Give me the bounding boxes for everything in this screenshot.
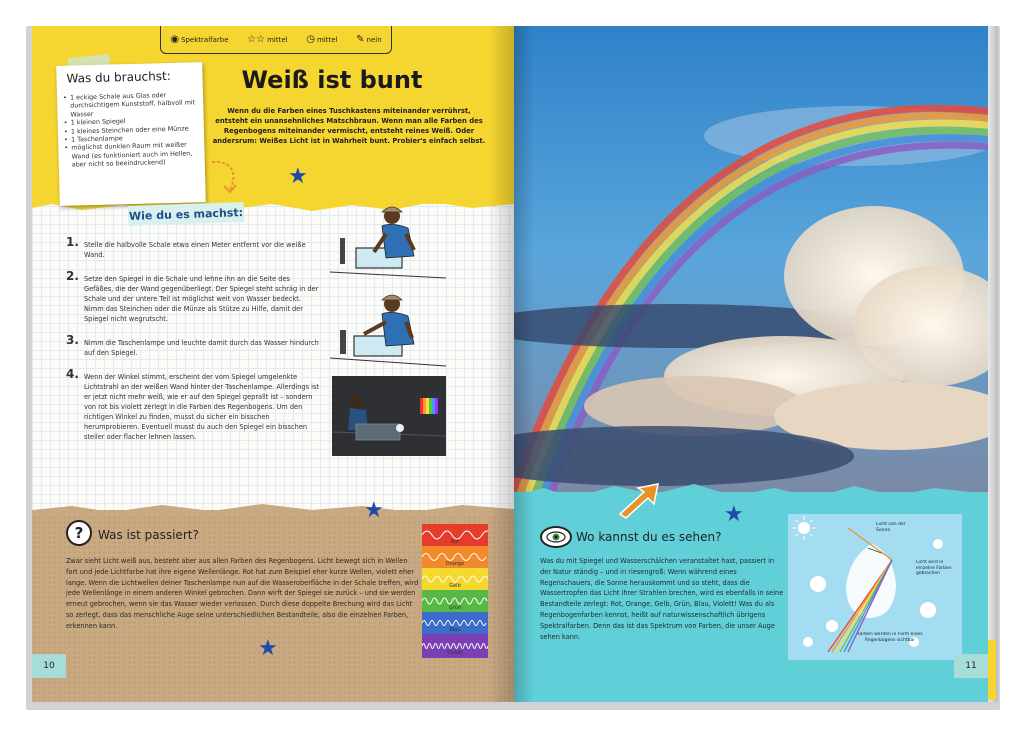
right-page <box>514 26 988 702</box>
corner-accent <box>988 640 996 700</box>
list-item: • 1 kleines Steinchen oder eine Münze <box>64 124 198 136</box>
step-4: 4. Wenn der Winkel stimmt, erscheint der vom Spiegel umgelenkte Lichtstrahl an der weißen Wand hinter der Taschenlampe. Allerdings ist er jetzt nicht mehr weiß, wie er auf den Spiegel geprallt ist – sondern von rot bis violett zerlegt in die Farben des Regenbogens. Um den richtigen Winkel zu finden, musst du sicher ein bisschen herumprobieren. Eventuell musst du auch den Spiegel ein bisschen steiler oder flacher lehnen lassen. <box>66 367 319 441</box>
step-3: 3. Nimm die Taschenlampe und leuchte damit durch das Wasser hindurch auf den Spiegel. <box>66 333 319 357</box>
star-outline-icon: ☆☆ <box>247 34 266 45</box>
rating-difficulty: ☆☆ mittel <box>247 34 288 45</box>
rating-bar <box>160 26 392 54</box>
page-number-left: 10 <box>32 654 66 678</box>
illustration-step-2 <box>330 284 446 368</box>
section-text-sehen: Was du mit Spiegel und Wasserschälchen veranstaltet hast, passiert in der Natur ständig – und in riesengroß: Wenn während eines Regenschauers, die Sonne herauskommt und so steht, dass die Wassertropfen das Licht ihrer Strahlen brechen, wird es ebenfalls in seine Bestandteile zerlegt: Rot, Orange, Gelb, Grün, Blau, Violett! Was du als Regenbogenfarben kennst, heißt auf naturwissenschaftlich übrigens Spektralfarben. Denn das ist das Spektrum von Farben, die unser Auge sehen kann. <box>540 557 784 641</box>
rating-time: ◷ mittel <box>306 34 338 45</box>
materials-list <box>63 90 199 169</box>
clock-icon: ◷ <box>306 34 315 45</box>
spectrum-label-violet: Violett <box>446 650 464 656</box>
diagram-label-split: Licht wird in einzelne Farben gebrochen <box>916 560 952 576</box>
list-item: • 1 kleinen Spiegel <box>64 115 198 127</box>
diagram-label-sun: Licht von der Sonne <box>876 522 906 533</box>
rating-type: ◉ Spektralfarbe <box>170 34 229 45</box>
section-text-passiert: Zwar sieht Licht weiß aus, besteht aber aus allen Farben des Regenbogens. Licht bewegt sich in Wellen fort und jede Lichtfarbe hat ihre eigene Wellenlänge. Rot hat zum Beispiel eher kurze Wellen, violett eher lange. Wenn die Lichtwellen deiner Taschenlampe nun auf die Wasseroberfläche in der Schale treffen, wird jede Wellenlänge in einem anderen Winkel gebrochen. Dann wirft der Spiegel sie zurück – und sie werden erneut gebrochen, wenn sie das Wasser wieder verlassen. Durch diese doppelte Brechung wird das Licht so zerlegt, dass das menschliche Auge seine unterschiedlichen Bestandteile, also die einzelnen Farben, erkennen kann. <box>66 557 419 630</box>
star-icon: ★ <box>364 498 384 523</box>
refraction-diagram <box>788 514 962 660</box>
section-title-passiert: Was ist passiert? <box>98 528 199 542</box>
step-2: 2. Setze den Spiegel in die Schale und lehne ihn an die Seite des Gefäßes, die der Wand gegenüberliegt. Der Spiegel steht schräg in der Schale und der untere Teil ist möglichst weit von Wasser bedeckt. Nimm das Steinchen oder die Münze als Stütze zu Hilfe, damit der Spiegel nicht wegrutscht. <box>66 269 319 323</box>
section-title-sehen: Wo kannst du es sehen? <box>576 530 722 544</box>
curved-arrow-icon <box>208 156 242 196</box>
eye-icon <box>540 526 572 548</box>
eye-icon: ◉ <box>170 34 180 45</box>
spectrum-waves-graphic <box>422 524 488 658</box>
gutter-shadow-right <box>514 26 534 702</box>
star-icon: ★ <box>724 502 744 527</box>
mess-icon: ✎ <box>356 34 365 45</box>
question-icon: ? <box>66 520 92 546</box>
intro-text: Wenn du die Farben eines Tuschkastens miteinander verrührst, entsteht ein unansehnliches Matschbraun. Wenn man alle Farben des Regenbogens miteinander vermischt, entsteht reines Weiß. Oder andersrum: Weißes Licht ist in Wahrheit bunt. Probier's einfach selbst. <box>212 107 486 145</box>
steps-list <box>64 235 320 442</box>
rating-mess: ✎ nein <box>356 34 382 45</box>
star-icon: ★ <box>288 164 308 189</box>
spectrum-label-red: Rot <box>450 539 460 545</box>
spectrum-label-yellow: Gelb <box>449 583 461 589</box>
spectrum-label-blue: Blau <box>449 627 461 633</box>
step-1: 1. Stelle die halbvolle Schale etwa einen Meter entfernt vor die weiße Wand. <box>66 235 306 259</box>
illustration-step-4 <box>332 376 446 456</box>
materials-title: Was du brauchst: <box>66 68 171 86</box>
page-number-right: 11 <box>954 654 988 678</box>
illustration-step-1 <box>330 200 446 280</box>
gutter-shadow-left <box>488 26 514 702</box>
spectrum-label-green: Grün <box>448 605 462 611</box>
rainbow-sky-photo <box>514 26 988 492</box>
spectrum-label-orange: Orange <box>445 561 465 567</box>
list-item: • 1 eckige Schale aus Glas oder durchsichtigem Kunststoff, halbvoll mit Wasser <box>63 90 198 119</box>
list-item: • möglichst dunklen Raum mit weißer Wand (es funktioniert auch im Hellen, aber nicht so beeindruckend) <box>64 141 199 170</box>
left-page <box>32 26 514 702</box>
diagram-label-colors: Farben werden in Form eines Regenbogens sichtbar <box>857 632 923 643</box>
page-edges <box>988 26 998 702</box>
list-item: • 1 Taschenlampe <box>64 132 198 144</box>
howto-title: Wie du es machst: <box>128 202 245 226</box>
torn-edge <box>514 474 988 514</box>
kraft-torn-edge <box>32 500 514 516</box>
page-title: Weiß ist bunt <box>241 66 423 94</box>
star-icon: ★ <box>258 636 278 661</box>
materials-card <box>56 62 206 206</box>
arrow-icon <box>614 480 664 520</box>
